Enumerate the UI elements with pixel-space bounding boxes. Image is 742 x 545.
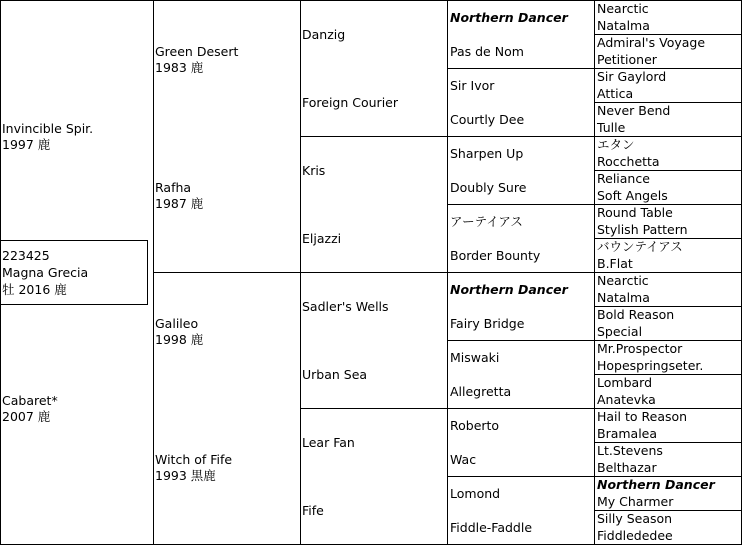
horse-name: Petitioner [597,52,657,67]
subject-id: 223425 [2,248,50,263]
grid-line [594,170,742,171]
horse-name: Anatevka [597,392,656,407]
horse-name: Fiddle-Faddle [450,520,533,535]
grid-line [594,442,742,443]
horse-details: 1993 黒鹿 [155,468,216,483]
horse-name: Kris [302,163,326,178]
gen1-sire-cell [0,0,153,240]
horse-name: My Charmer [597,494,674,509]
horse-details: 1997 鹿 [2,137,51,152]
horse-name: Attica [597,86,634,101]
horse-name: Reliance [597,171,650,186]
horse-name: Lt.Stevens [597,443,663,458]
horse-name: Mr.Prospector [597,341,683,356]
horse-name: Sadler's Wells [302,299,389,314]
grid-line [594,306,742,307]
horse-name: Fairy Bridge [450,316,525,331]
grid-line [447,204,742,205]
horse-name: Natalma [597,290,650,305]
grid-line [0,0,742,1]
horse-name: Hopespringseter. [597,358,704,373]
grid-line [300,136,742,137]
grid-line [594,238,742,239]
horse-name: Wac [450,452,477,467]
horse-name: Urban Sea [302,367,368,382]
horse-name: Admiral's Voyage [597,35,706,50]
horse-name: Pas de Nom [450,44,524,59]
horse-name: Special [597,324,643,339]
horse-name: Border Bounty [450,248,541,263]
horse-name: Roberto [450,418,500,433]
horse-name: バウンテイアス [597,239,683,254]
horse-name: Witch of Fife [155,452,233,467]
grid-line [0,0,1,545]
horse-name: Soft Angels [597,188,668,203]
horse-name: Sir Ivor [450,78,495,93]
horse-name: Foreign Courier [302,95,398,110]
grid-line [594,34,742,35]
horse-name: Green Desert [155,44,239,59]
subject-details: 牡 2016 鹿 [2,282,67,297]
horse-name: Invincible Spir. [2,121,94,136]
grid-line [447,68,742,69]
horse-name: Northern Dancer [450,282,568,297]
horse-name: Northern Dancer [597,477,715,492]
horse-name: Bramalea [597,426,658,441]
horse-name: B.Flat [597,256,633,271]
horse-name: Tulle [597,120,626,135]
horse-name: Rocchetta [597,154,660,169]
horse-name: Silly Season [597,511,673,526]
horse-name: アーテイアス [450,214,523,229]
horse-name: Rafha [155,180,192,195]
horse-name: Nearctic [597,273,649,288]
horse-details: 1998 鹿 [155,332,204,347]
horse-name: エタン [597,137,635,152]
grid-line [447,476,742,477]
horse-details: 1987 鹿 [155,196,204,211]
grid-line [594,374,742,375]
horse-name: Lear Fan [302,435,355,450]
grid-line [153,272,742,273]
gen1-dam-cell [0,305,153,545]
horse-details: 2007 鹿 [2,409,51,424]
horse-name: Natalma [597,18,650,33]
horse-name: Sharpen Up [450,146,524,161]
horse-name: Miswaki [450,350,500,365]
horse-name: Lombard [597,375,653,390]
horse-name: Fiddlededee [597,528,673,543]
grid-line [447,340,742,341]
horse-name: Fife [302,503,324,518]
grid-line [594,510,742,511]
horse-name: Lomond [450,486,501,501]
grid-line [594,102,742,103]
horse-name: Round Table [597,205,673,220]
horse-name: Belthazar [597,460,657,475]
horse-name: Cabaret* [2,393,58,408]
horse-name: Galileo [155,316,199,331]
horse-name: Never Bend [597,103,671,118]
horse-name: Eljazzi [302,231,342,246]
horse-name: Doubly Sure [450,180,527,195]
horse-name: Courtly Dee [450,112,525,127]
grid-line [300,408,742,409]
subject-cell [0,240,148,305]
horse-name: Allegretta [450,384,512,399]
horse-name: Nearctic [597,1,649,16]
horse-name: Stylish Pattern [597,222,688,237]
horse-name: Danzig [302,27,346,42]
subject-name: Magna Grecia [2,265,89,280]
horse-name: Hail to Reason [597,409,688,424]
horse-details: 1983 鹿 [155,60,204,75]
horse-name: Sir Gaylord [597,69,667,84]
horse-name: Bold Reason [597,307,675,322]
horse-name: Northern Dancer [450,10,568,25]
